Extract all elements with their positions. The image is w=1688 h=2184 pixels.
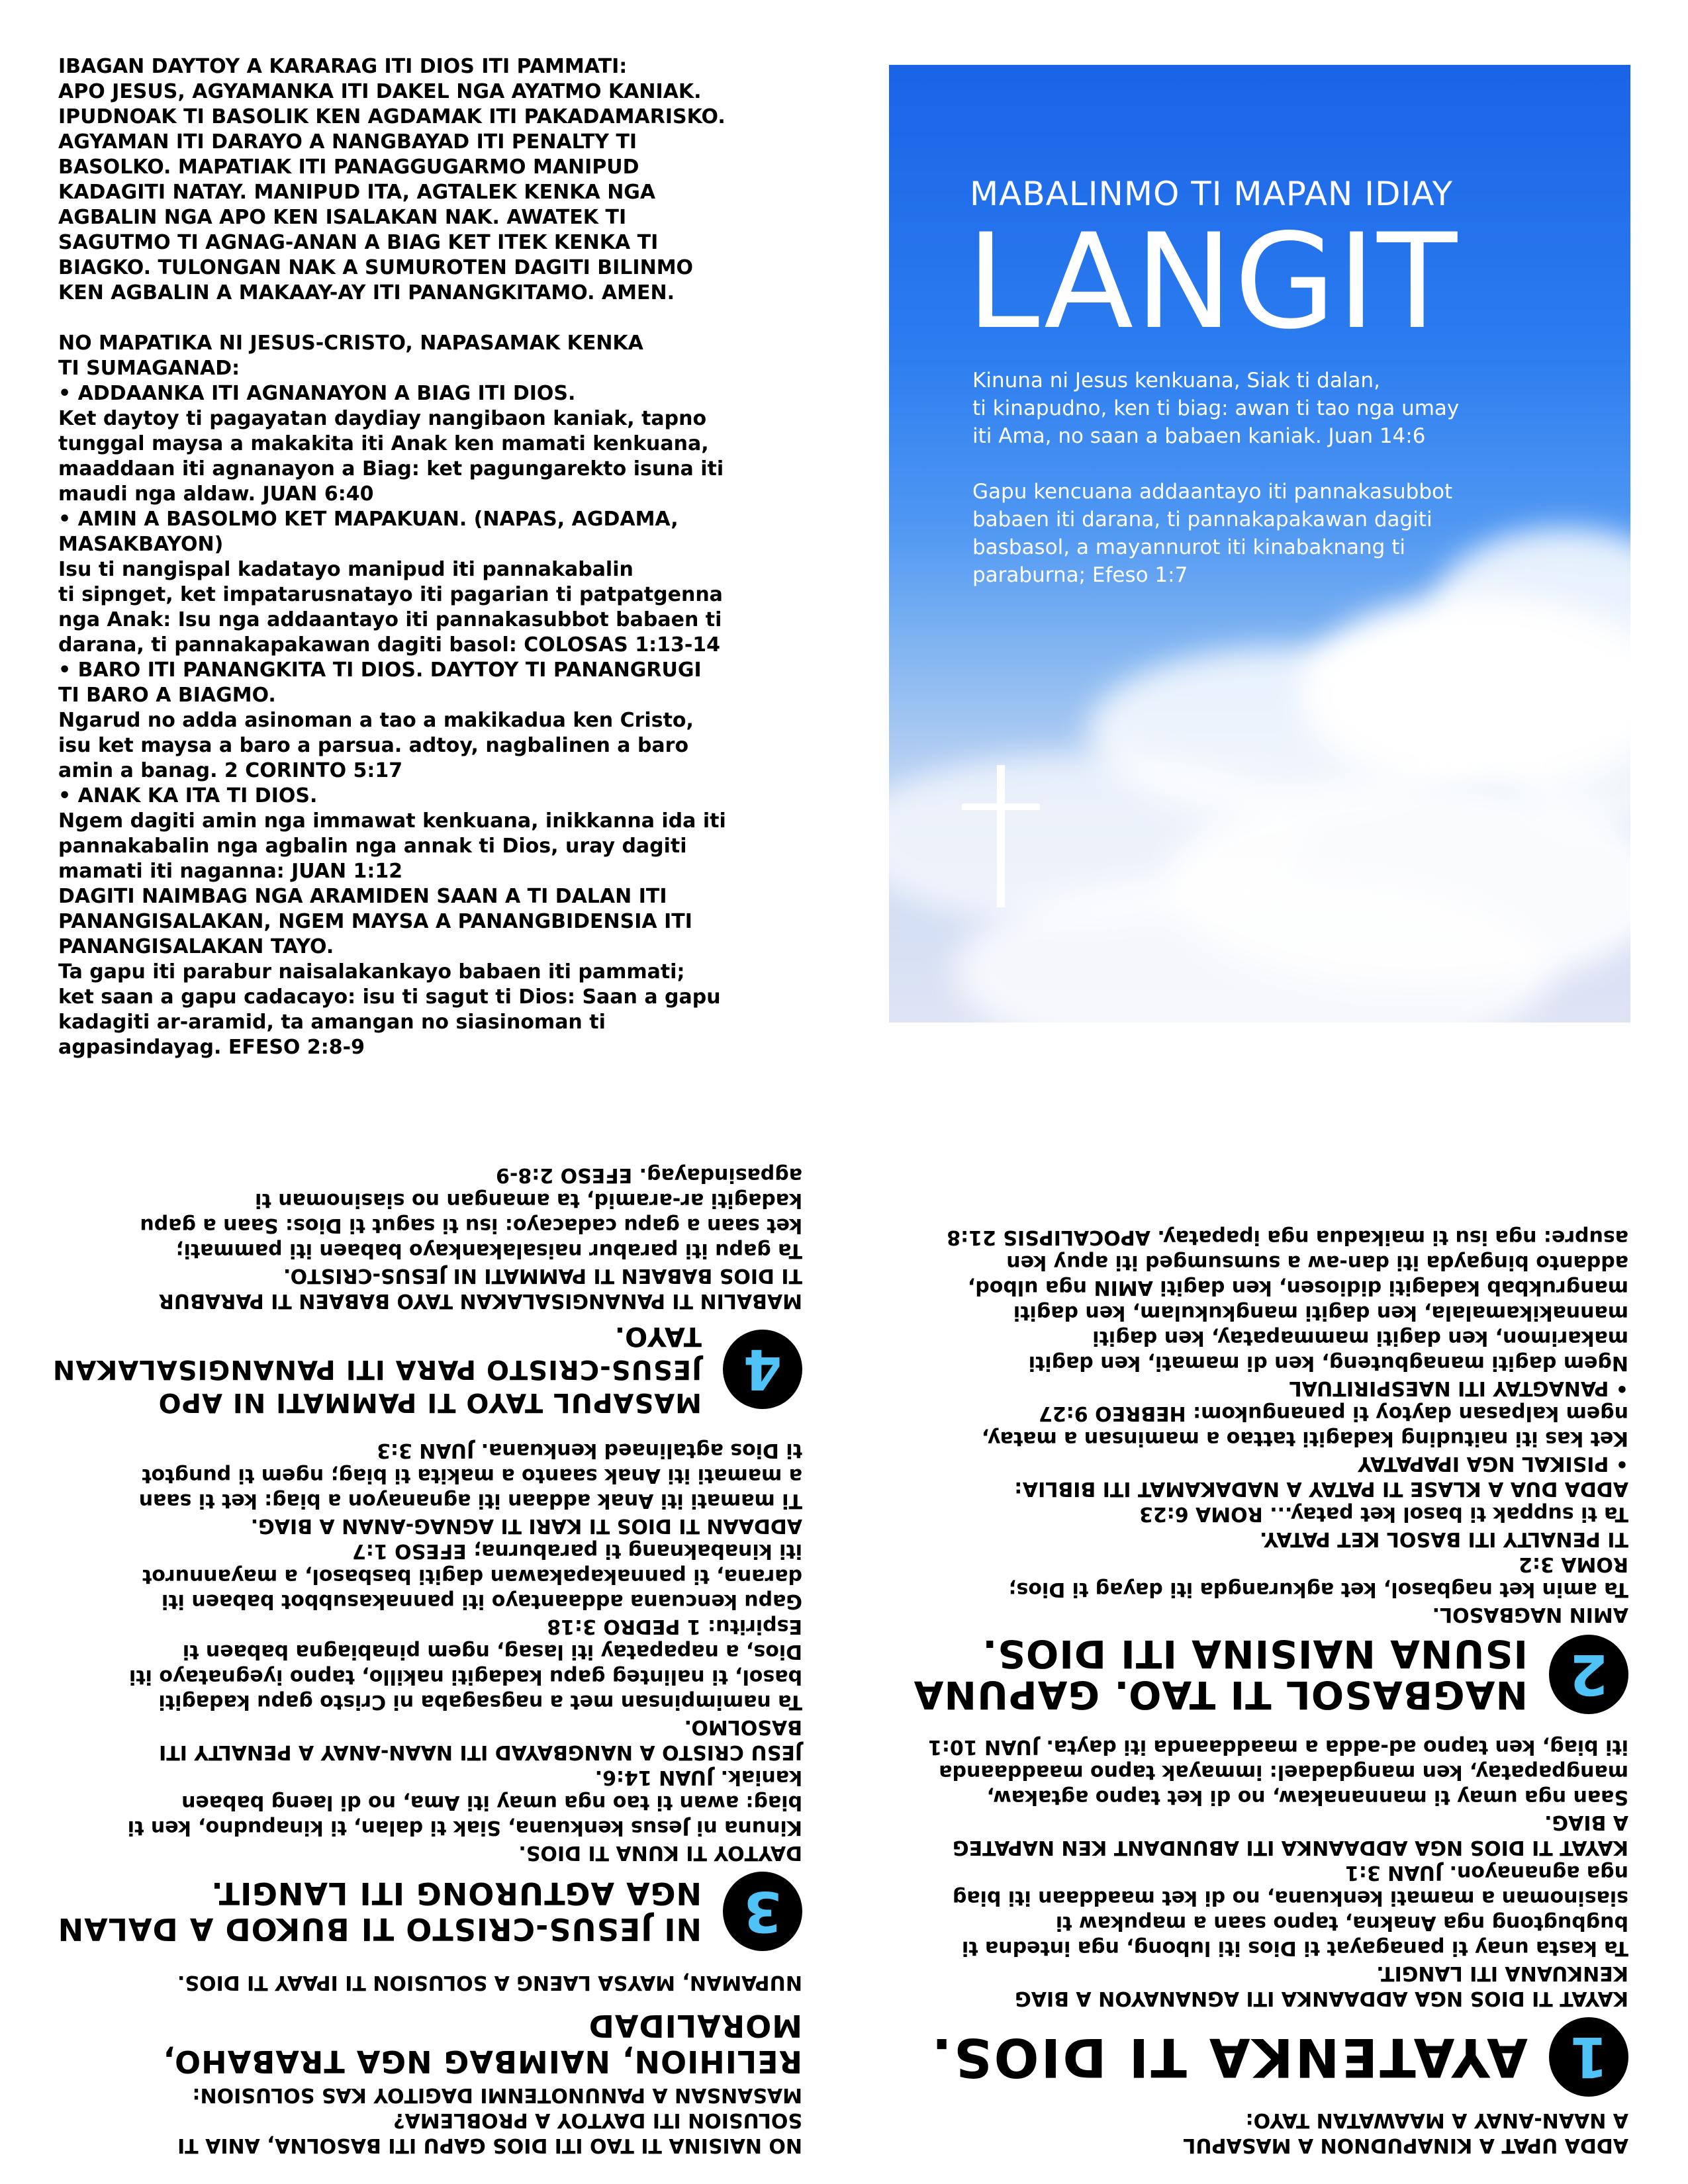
solutions-list: RELIHION, NAIMBAG NGA TRABAHO, MORALIDAD	[162, 2008, 802, 2079]
section-4-number: 4	[723, 1330, 802, 1409]
left-page-panel	[874, 1224, 1628, 2158]
section-3-body: DAYTOY TI KUNA TI DIOS. Kinuna ni Jesus kenkuana, Siak ti dalan, ti kinapudno, ken ti biag: awan ti tao nga umay iti Ama, no di laeng babaen kaniak. JUAN 14:6. JESU CRISTO A NANGBAYAD ITI NAAN-ANAY A PENALTY ITI BASOLMO. Ta namimpinsan met a nagsagaba ni Cristo gapu kadagiti basol, ti nalinteg gapu kadagiti nakillo, tapno iyegnatayo iti Dios, a napapatay iti lasag, ngem pinabiagna babaen ti Espiritu: 1 PEDRO 3:18 Gapu kencuana addaantayo iti pannakasubbot babaen iti darana, ti pannakapakawan dagiti basbasol, a mayannurot iti kinabaknang ti paraburna; EFESO 1:7 ADDAAN TI DIOS TI KARI TI AGNAG-ANAN A BIAG. Ti mamati iti Anak addaan iti agnanayon a biag: ket ti saan a mamati iti Anak saanto a makita ti biag; ngem ti pungtot ti Dios agtalinaed kenkuana. JUAN 3:3	[127, 1439, 802, 1864]
section-1-header	[874, 2017, 1628, 2097]
right-page-panel	[48, 1162, 802, 2158]
section-1-number: 1	[1549, 2017, 1628, 2097]
rotated-bottom-half	[0, 1092, 1688, 2184]
section-1-body: KAYAT TI DIOS NGA ADDAANKA ITI AGNANAYON A BIAG KENKUANA ITI LANGIT. Ta kasta unay ti panagayat ti Dios iti lubong, nga intedna ti bugbugtong nga Anakna, tapno saan a mapukaw ti siasinoman a mamati kenkuana, no di ket maaddaan iti biag nga agnanayon. JUAN 3:1 KAYAT TI DIOS NGA ADDAANKA ITI ABUNDANT KEN NAPATEG A BIAG. Saan nga umay ti mannanakaw, no di ket tapno agtakaw, mangpapatay, ken mangdadael: immayak tapno maaddaanda iti biag, ken tapno ad-adda a maaddaanda iti dayta. JUAN 10:1	[928, 1735, 1628, 2010]
cover-panel	[889, 65, 1630, 1023]
benefits-text: NO MAPATIKA NI JESUS-CRISTO, NAPASAMAK KENKA TI SUMAGANAD: • ADDAANKA ITI AGNANAYON A BIAG ITI DIOS. Ket daytoy ti pagayatan daydiay nangibaon kaniak, tapno tunggal maysa a makakita iti Anak ken mamati kenkuana, maaddaan iti agnanayon a Biag: ket pagungarekto isuna iti maudi nga aldaw. JUAN 6:40 • AMIN A BASOLMO KET MAPAKUAN. (NAPAS, AGDAMA, MASAKBAYON) Isu ti nangispal kadatayo manipud iti pannakabalin ti sipnget, ket impatarusnatayo iti pagarian ti patpatgenna nga Anak: Isu nga addaantayo iti pannakasubbot babaen ti darana, ti pannakapakawan dagiti basol: COLOSAS 1:13-14 • BARO ITI PANANGKITA TI DIOS. DAYTOY TI PANANGRUGI TI BARO A BIAGMO. Ngarud no adda asinoman a tao a makikadua ken Cristo, isu ket maysa a baro a parsua. adtoy, nagbalinen a baro amin a banag. 2 CORINTO 5:17 • ANAK KA ITA TI DIOS. Ngem dagiti amin nga immawat kenkuana, inikkanna ida iti pannakabalin nga agbalin nga annak ti Dios, uray dagiti mamati iti naganna: JUAN 1:12 DAGITI NAIMBAG NGA ARAMIDEN SAAN A TI DALAN ITI PANANGISALAKAN, NGEM MAYSA A PANANGBIDENSIA ITI PANANGISALAKAN TAYO. Ta gapu iti parabur naisalakankayo babaen iti pammati; ket saan a gapu cadacayo: isu ti sagut ti Dios: Saan a gapu kadagiti ar-aramid, ta amangan no siasinoman ti agpasindayag. EFESO 2:8-9	[58, 332, 726, 1059]
section-2-number: 2	[1549, 1635, 1628, 1714]
right-intro-tail: NUPAMAN, MAYSA LAENG A SOLUSION TI IPAAY TI DIOS.	[177, 1971, 802, 1994]
section-4-body: MABALIN TI PANANGISALAKAN TAYO BABAEN TI PARABUR TI DIOS BABAEN TI PAMMATI NI JESUS-CRISTO. Ta gapu iti parabur naisalakankayo babaen iti pammati; ket saan a gapu cadacayo: isu ti sagut ti Dios: Saan a gapu kadagiti ar-aramid, ta amangan no siasinoman ti agpasindayag. EFESO 2:8-9	[140, 1163, 802, 1312]
section-2-header	[874, 1633, 1628, 1715]
section-3-title: NI JESUS-CRISTO TI BUKOD A DALAN NGA AGTURONG ITI LANGIT.	[57, 1876, 702, 1947]
cover-verse-2: Gapu kencuana addaantayo iti pannakasubbot babaen iti darana, ti pannakapakawan dagiti basbasol, a mayannurot iti kinabaknang ti paraburna; Efeso 1:7	[972, 480, 1453, 587]
cover-verse-1: Kinuna ni Jesus kenkuana, Siak ti dalan, ti kinapudno, ken ti biag: awan ti tao nga umay iti Ama, no saan a babaen kaniak. Juan 14:6	[972, 369, 1460, 448]
section-2-title: NAGBASOL TI TAO. GAPUNA ISUNA NAISINA ITI DIOS.	[913, 1631, 1528, 1717]
section-3-number: 3	[723, 1872, 802, 1951]
cover-subtitle: MABALINMO TI MAPAN IDIAY	[970, 175, 1454, 213]
left-intro: ADDA UPAT A KINAPUDNON A MASAPUL A NAAN-ANAY A MAAWATAN TAYO:	[1183, 2109, 1628, 2157]
right-intro: NO NAISINA TI TAO ITI DIOS GAPU ITI BASOLNA, ANIA TI SOLUSION ITI DAYTOY A PROBLEMA? MASANSAN A PANUNOTENMI DAGITOY KAS SOLUSION:	[177, 2083, 802, 2157]
section-4-header	[48, 1320, 802, 1419]
section-4-title: MASAPUL TAYO TI PAMMATI NI APO JESUS-CRISTO PARA ITI PANANGISALAKAN TAYO.	[52, 1321, 702, 1418]
section-1-title: AYATENKA TI DIOS.	[929, 2026, 1528, 2088]
cross-icon	[962, 765, 1040, 907]
section-2-body: AMIN NAGBASOL. Ta amin ket nagbasol, ket agkurangda iti dayag ti Dios; ROMA 3:2 TI PENALTY ITI BASOL KET PATAY. Ta ti suppak ti basol ket patay... ROMA 6:23 ADDA DUA A KLASE TI PATAY A NADAKAMAT ITI BIBLIA: • PISIKAL NGA IPAPATAY Ket kas iti naituding kadagiti tattao a maminsan a matay, ngem kalpasan daytoy ti panangukom: HEBREO 9:27 • PANAGTAY ITI NAESPIRITUAL Ngem dagiti managbuteng, ken di mamati, ken dagiti makarimon, ken dagiti mammapatay, ken dagiti mannakikamalala, ken dagiti mangkukulam, ken dagiti mangrukbab kadagiti didiosen, ken dagiti AMIN nga ulbod, addanto bingayda iti dan-aw a sumsumged iti apuy ken asupre: nga isu ti maikadua nga ipapatay. APOCALIPSIS 21:8	[947, 1226, 1628, 1626]
top-left-panel	[58, 54, 800, 1060]
section-3-header	[48, 1872, 802, 1951]
prayer-text: IBAGAN DAYTOY A KARARAG ITI DIOS ITI PAMMATI: APO JESUS, AGYAMANKA ITI DAKEL NGA AYATMO KANIAK. IPUDNOAK TI BASOLIK KEN AGDAMAK ITI PAKADAMARISKO. AGYAMAN ITI DARAYO A NANGBAYAD ITI PENALTY TI BASOLKO. MAPATIAK ITI PANAGGUGARMO MANIPUD KADAGITI NATAY. MANIPUD ITA, AGTALEK KENKA NGA AGBALIN NGA APO KEN ISALAKAN NAK. AWATEK TI SAGUTMO TI AGNAG-ANAN A BIAG KET ITEK KENKA TI BIAGKO. TULONGAN NAK A SUMUROTEN DAGITI BILINMO KEN AGBALIN A MAKAAY-AY ITI PANANGKITAMO. AMEN.	[58, 55, 726, 304]
cover-title: LANGIT	[966, 205, 1459, 358]
